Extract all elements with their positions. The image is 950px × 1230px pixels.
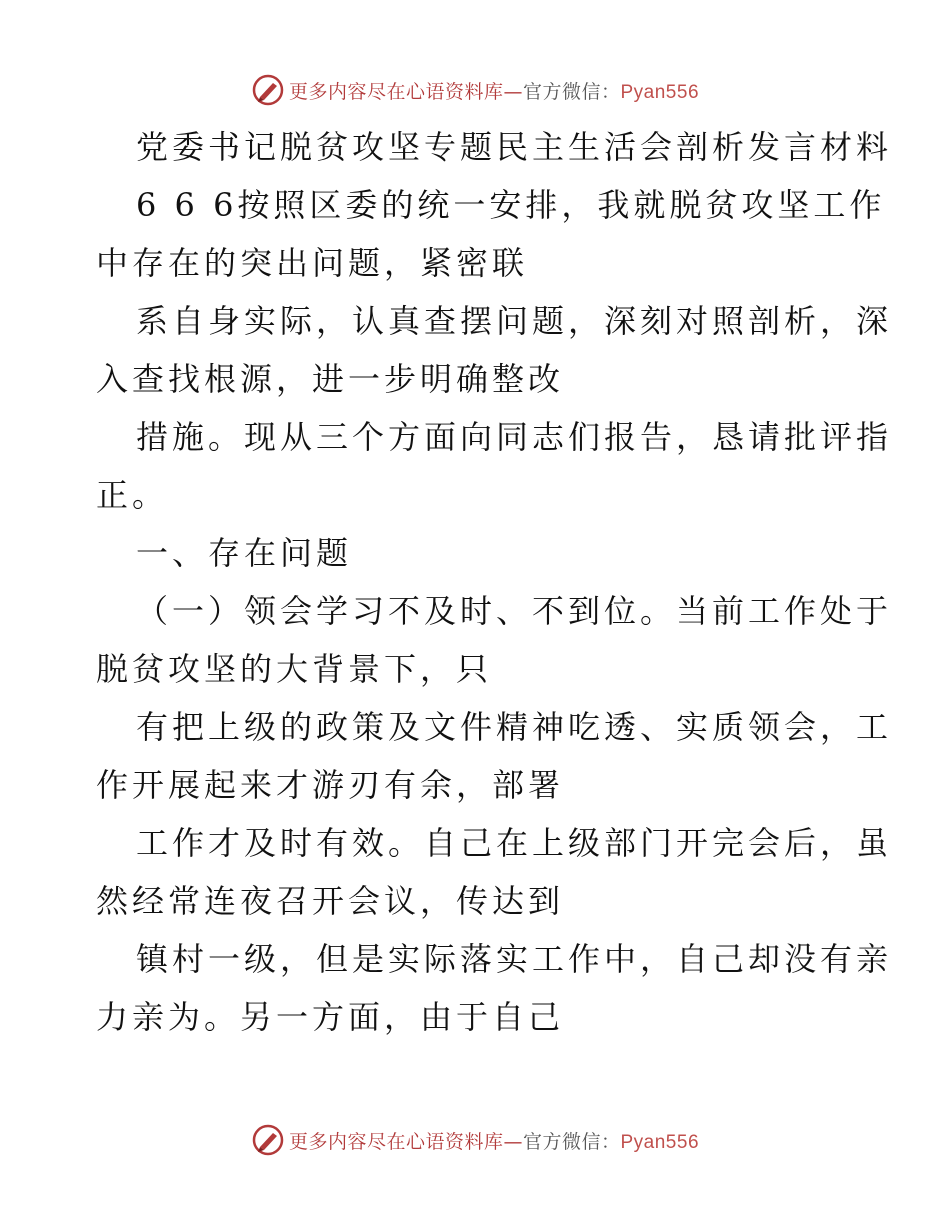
paragraph-line: 然经常连夜召开会议，传达到 (96, 882, 565, 920)
pen-logo-icon (251, 1123, 285, 1157)
paragraph-line: 镇村一级，但是实际落实工作中，自己却没有亲 (136, 940, 893, 978)
paragraph-line: 6 6 6按照区委的统一安排，我就脱贫攻坚工作 (136, 186, 886, 224)
paragraph-line: 正。 (96, 476, 169, 514)
paragraph-line: （一）领会学习不及时、不到位。当前工作处于 (136, 592, 893, 630)
paragraph-line: 入查找根源，进一步明确整改 (96, 360, 565, 398)
section-heading: 一、存在问题 (136, 534, 353, 572)
document-title: 党委书记脱贫攻坚专题民主生活会剖析发言材料 (136, 128, 893, 166)
footer-watermark (0, 1120, 950, 1160)
paragraph-line: 系自身实际，认真查摆问题，深刻对照剖析，深 (136, 302, 893, 340)
pen-logo-icon (251, 73, 285, 107)
paragraph-line: 脱贫攻坚的大背景下，只 (96, 650, 493, 688)
paragraph-line: 中存在的突出问题，紧密联 (96, 244, 529, 282)
paragraph-line: 措施。现从三个方面向同志们报告，恳请批评指 (136, 418, 893, 456)
document-body (96, 118, 893, 1046)
paragraph-line: 作开展起来才游刃有余，部署 (96, 766, 565, 804)
header-watermark (0, 70, 950, 110)
watermark-text: 更多内容尽在心语资料库—官方微信：Pyan556 (288, 80, 700, 103)
watermark-text: 更多内容尽在心语资料库—官方微信：Pyan556 (288, 1130, 700, 1153)
paragraph-line: 工作才及时有效。自己在上级部门开完会后，虽 (136, 824, 893, 862)
paragraph-line: 有把上级的政策及文件精神吃透、实质领会，工 (136, 708, 893, 746)
paragraph-line: 力亲为。另一方面，由于自己 (96, 998, 565, 1036)
